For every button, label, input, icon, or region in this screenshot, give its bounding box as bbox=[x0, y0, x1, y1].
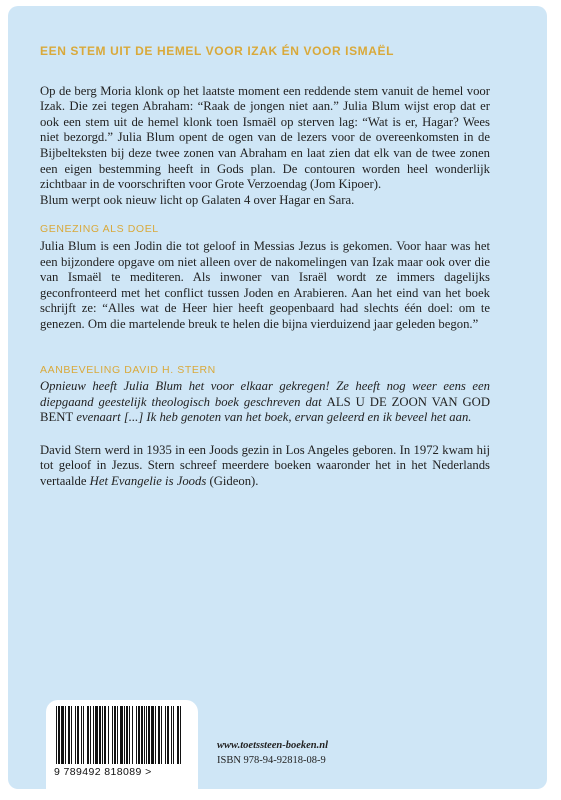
bio-text-2: (Gideon). bbox=[206, 474, 259, 489]
healing-paragraph: Julia Blum is een Jodin die tot geloof in Messias Jezus is gekomen. Voor haar was het een bijzondere opgave om niet alleen over de nakomelingen van Izak maar ook over die van Ismaël te mediteren. Als inwoner van Israël wordt ze immers dagelijks geconfronteerd met het conflict tussen Joden en Arabieren. Aan het eind van het boek schrijft ze: “Alles wat de Heer hier heeft geopenbaard had slechts één doel: om te genezen. Om die martelende breuk te helen die bijna vierduizend jaar geleden begon.” bbox=[40, 238, 490, 331]
publisher-info bbox=[217, 738, 328, 768]
author-bio bbox=[40, 443, 490, 490]
isbn: ISBN 978-94-92818-08-9 bbox=[217, 755, 326, 766]
intro-paragraph-2: Blum werpt ook nieuw licht op Galaten 4 over Hagar en Sara. bbox=[40, 192, 355, 207]
healing-heading: GENEZING ALS DOEL bbox=[40, 223, 159, 236]
quote-text-1: Opnieuw heeft Julia Blum het voor elkaar gekregen! Ze heeft nog weer eens een diepgaand geestelijk theologisch boek geschreven dat bbox=[40, 379, 490, 409]
intro-heading: EEN STEM UIT DE HEMEL VOOR IZAK ÉN VOOR ISMAËL bbox=[40, 44, 395, 58]
barcode-image bbox=[56, 706, 184, 764]
bio-text-1: David Stern werd in 1935 in een Joods gezin in Los Angeles geboren. In 1972 kwam hij tot geloof in Jezus. Stern schreef meerdere boeken waaronder het in het Nederlands vertaalde bbox=[40, 442, 490, 489]
barcode-number: 9 789492 818089 > bbox=[54, 766, 152, 778]
endorsement-heading: AANBEVELING DAVID H. STERN bbox=[40, 363, 216, 376]
cover-text bbox=[40, 44, 490, 490]
barcode-panel bbox=[46, 700, 198, 790]
intro-paragraph: Op de berg Moria klonk op het laatste moment een reddende stem vanuit de hemel voor Izak. Die zei tegen Abraham: “Raak de jongen niet aan.” Julia Blum wijst erop dat er ook een stem uit de hemel klonk toen Ismaël op sterven lag: “Wat is er, Hagar? Wees niet bezorgd.” Julia Blum opent de ogen van de lezers voor de overeenkomsten in de Bijbelteksten bij deze twee zonen van Abraham en laat zien dat elk van de twee zonen een eigen bestemming heeft in Gods plan. De contouren worden heel wonderlijk zichtbaar in de voorschriften voor Grote Verzoendag (Jom Kipoer). bbox=[40, 83, 490, 192]
quote-text-2: evenaart [...] Ik heb genoten van het boek, ervan geleerd en ik beveel het aan. bbox=[73, 410, 472, 425]
endorsement-quote bbox=[40, 379, 490, 426]
quote-book-title: ALS U DE ZOON VAN GOD BENT bbox=[40, 394, 491, 425]
bio-book-title: Het Evangelie is Joods bbox=[89, 474, 207, 489]
publisher-url[interactable]: www.toetssteen-boeken.nl bbox=[217, 740, 329, 751]
